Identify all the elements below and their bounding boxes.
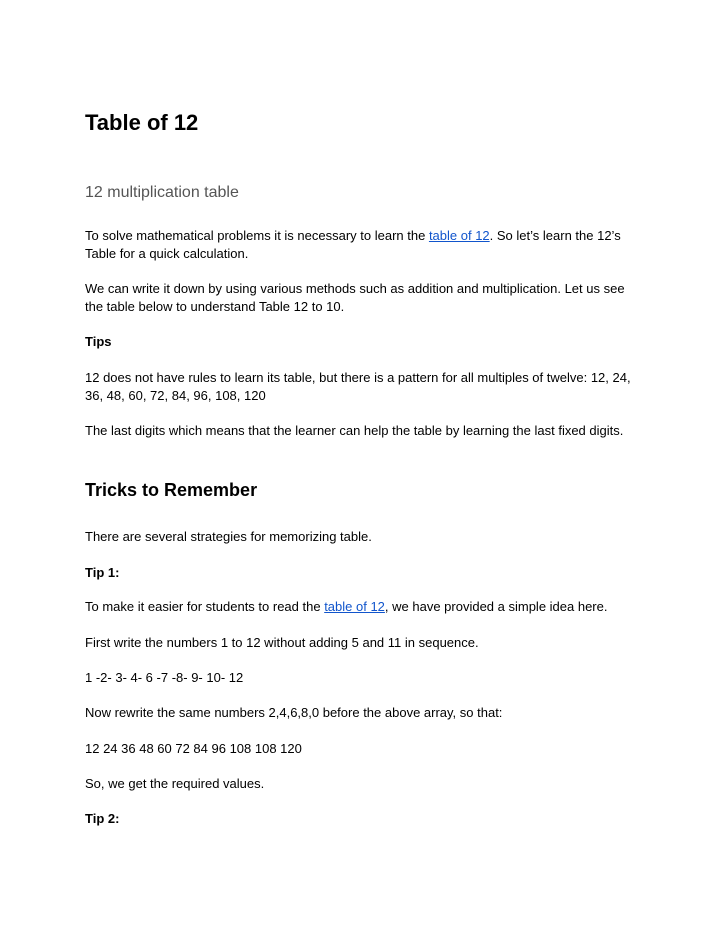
result-paragraph: 12 24 36 48 60 72 84 96 108 108 120 — [85, 741, 302, 756]
methods-paragraph: We can write it down by using various methods such as addition and multiplication. Let us see the table below to understand Table 12 to 10. — [85, 281, 625, 314]
intro-text-after-link: . So let’s learn the 12’s Table for a quick calculation. — [85, 228, 621, 261]
tips-paragraph: 12 does not have rules to learn its table, but there is a pattern for all multiples of twelve: 12, 24, 36, 48, 60, 72, 84, 96, 108, 120 — [85, 370, 631, 403]
table-of-12-link-2[interactable]: table of 12 — [324, 599, 385, 614]
page-title: Table of 12 — [85, 110, 199, 135]
tricks-heading: Tricks to Remember — [85, 480, 258, 500]
page-subtitle: 12 multiplication table — [85, 184, 239, 201]
intro-paragraph — [85, 227, 645, 263]
intro-text-before-link: To solve mathematical problems it is necessary to learn the — [85, 228, 429, 243]
tip2-heading: Tip 2: — [85, 811, 120, 826]
conclusion-paragraph: So, we get the required values. — [85, 776, 265, 791]
tip1-heading: Tip 1: — [85, 565, 120, 580]
tips-heading: Tips — [85, 334, 112, 349]
sequence-paragraph: 1 -2- 3- 4- 6 -7 -8- 9- 10- 12 — [85, 670, 244, 685]
rewrite-paragraph: Now rewrite the same numbers 2,4,6,8,0 before the above array, so that: — [85, 705, 503, 720]
tip1-paragraph — [85, 598, 645, 616]
strategies-paragraph: There are several strategies for memorizing table. — [85, 529, 372, 544]
table-of-12-link[interactable]: table of 12 — [428, 228, 490, 243]
tip1-text-before-link: To make it easier for students to read the — [85, 599, 325, 614]
last-digits-paragraph: The last digits which means that the learner can help the table by learning the last fixed digits. — [85, 423, 624, 438]
tip1-text-after-link: , we have provided a simple idea here. — [384, 599, 608, 614]
first-write-paragraph: First write the numbers 1 to 12 without adding 5 and 11 in sequence. — [85, 635, 479, 650]
